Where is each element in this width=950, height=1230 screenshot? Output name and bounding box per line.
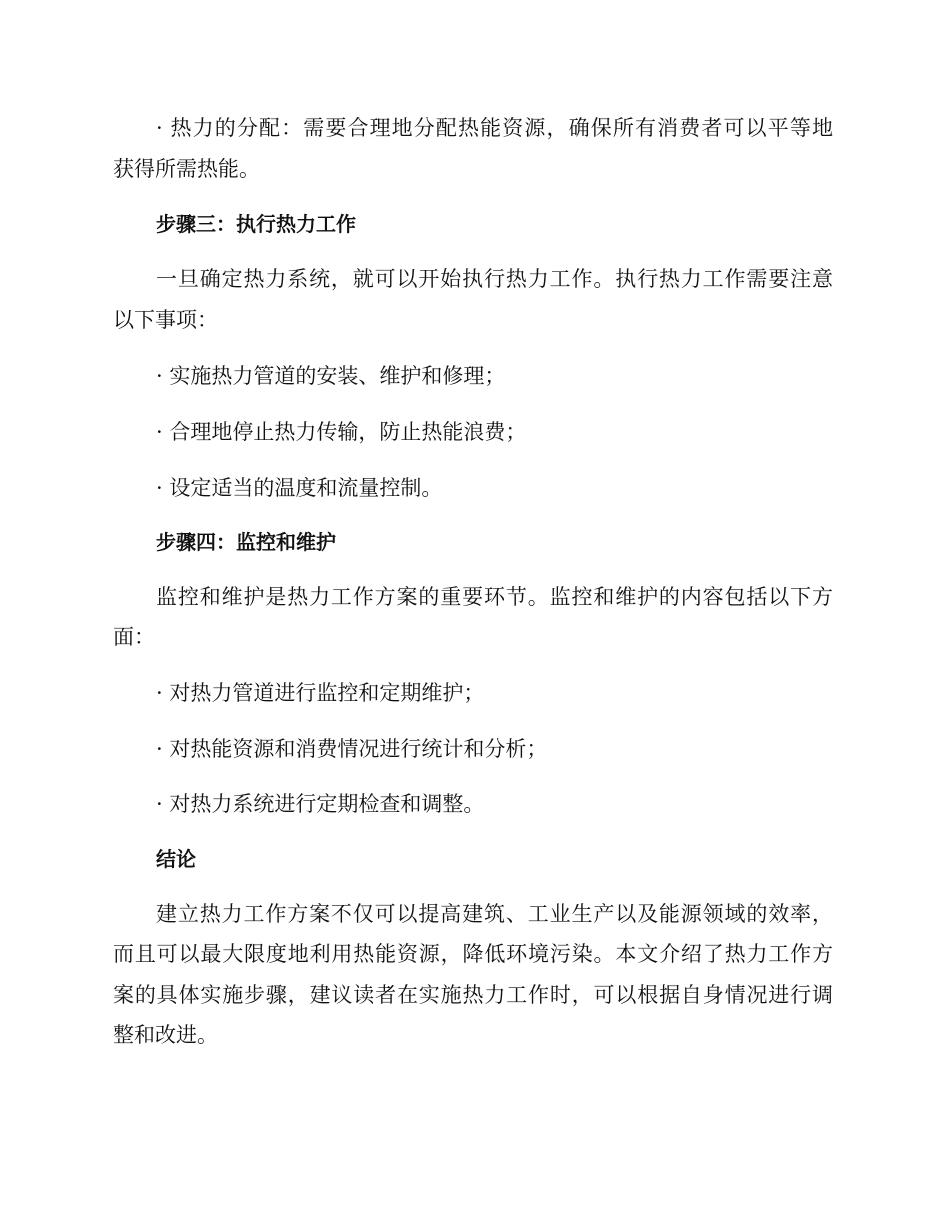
paragraph-step-three-line1: 一旦确定热力系统，就可以开始执行热力工作。执行热力工作需要注意 bbox=[156, 267, 833, 291]
paragraph-step-three-line2: 以下事项： bbox=[113, 308, 218, 332]
bullet-step-three-3: · 设定适当的温度和流量控制。 bbox=[156, 476, 443, 500]
heading-conclusion: 结论 bbox=[156, 847, 196, 871]
paragraph-step-four-line1: 监控和维护是热力工作方案的重要环节。监控和维护的内容包括以下方 bbox=[156, 585, 833, 609]
bullet-heat-distribution-line1: · 热力的分配：需要合理地分配热能资源，确保所有消费者可以平等地 bbox=[156, 116, 833, 140]
paragraph-step-four-line2: 面： bbox=[113, 625, 155, 649]
bullet-step-four-1: · 对热力管道进行监控和定期维护； bbox=[156, 681, 485, 705]
heading-step-three: 步骤三：执行热力工作 bbox=[156, 212, 356, 236]
paragraph-conclusion-line2: 而且可以最大限度地利用热能资源，降低环境污染。本文介绍了热力工作方 bbox=[113, 942, 833, 966]
bullet-step-four-2: · 对热能资源和消费情况进行统计和分析； bbox=[156, 737, 548, 761]
paragraph-conclusion-line1: 建立热力工作方案不仅可以提高建筑、工业生产以及能源领域的效率， bbox=[156, 902, 833, 926]
bullet-heat-distribution-line2: 获得所需热能。 bbox=[113, 157, 260, 181]
bullet-step-three-2: · 合理地停止热力传输，防止热能浪费； bbox=[156, 420, 527, 444]
bullet-step-four-3: · 对热力系统进行定期检查和调整。 bbox=[156, 792, 485, 816]
bullet-step-three-1: · 实施热力管道的安装、维护和修理； bbox=[156, 364, 506, 388]
paragraph-conclusion-line3: 案的具体实施步骤，建议读者在实施热力工作时，可以根据自身情况进行调 bbox=[113, 983, 833, 1007]
heading-step-four: 步骤四：监控和维护 bbox=[156, 530, 336, 554]
paragraph-conclusion-line4: 整和改进。 bbox=[113, 1023, 218, 1047]
